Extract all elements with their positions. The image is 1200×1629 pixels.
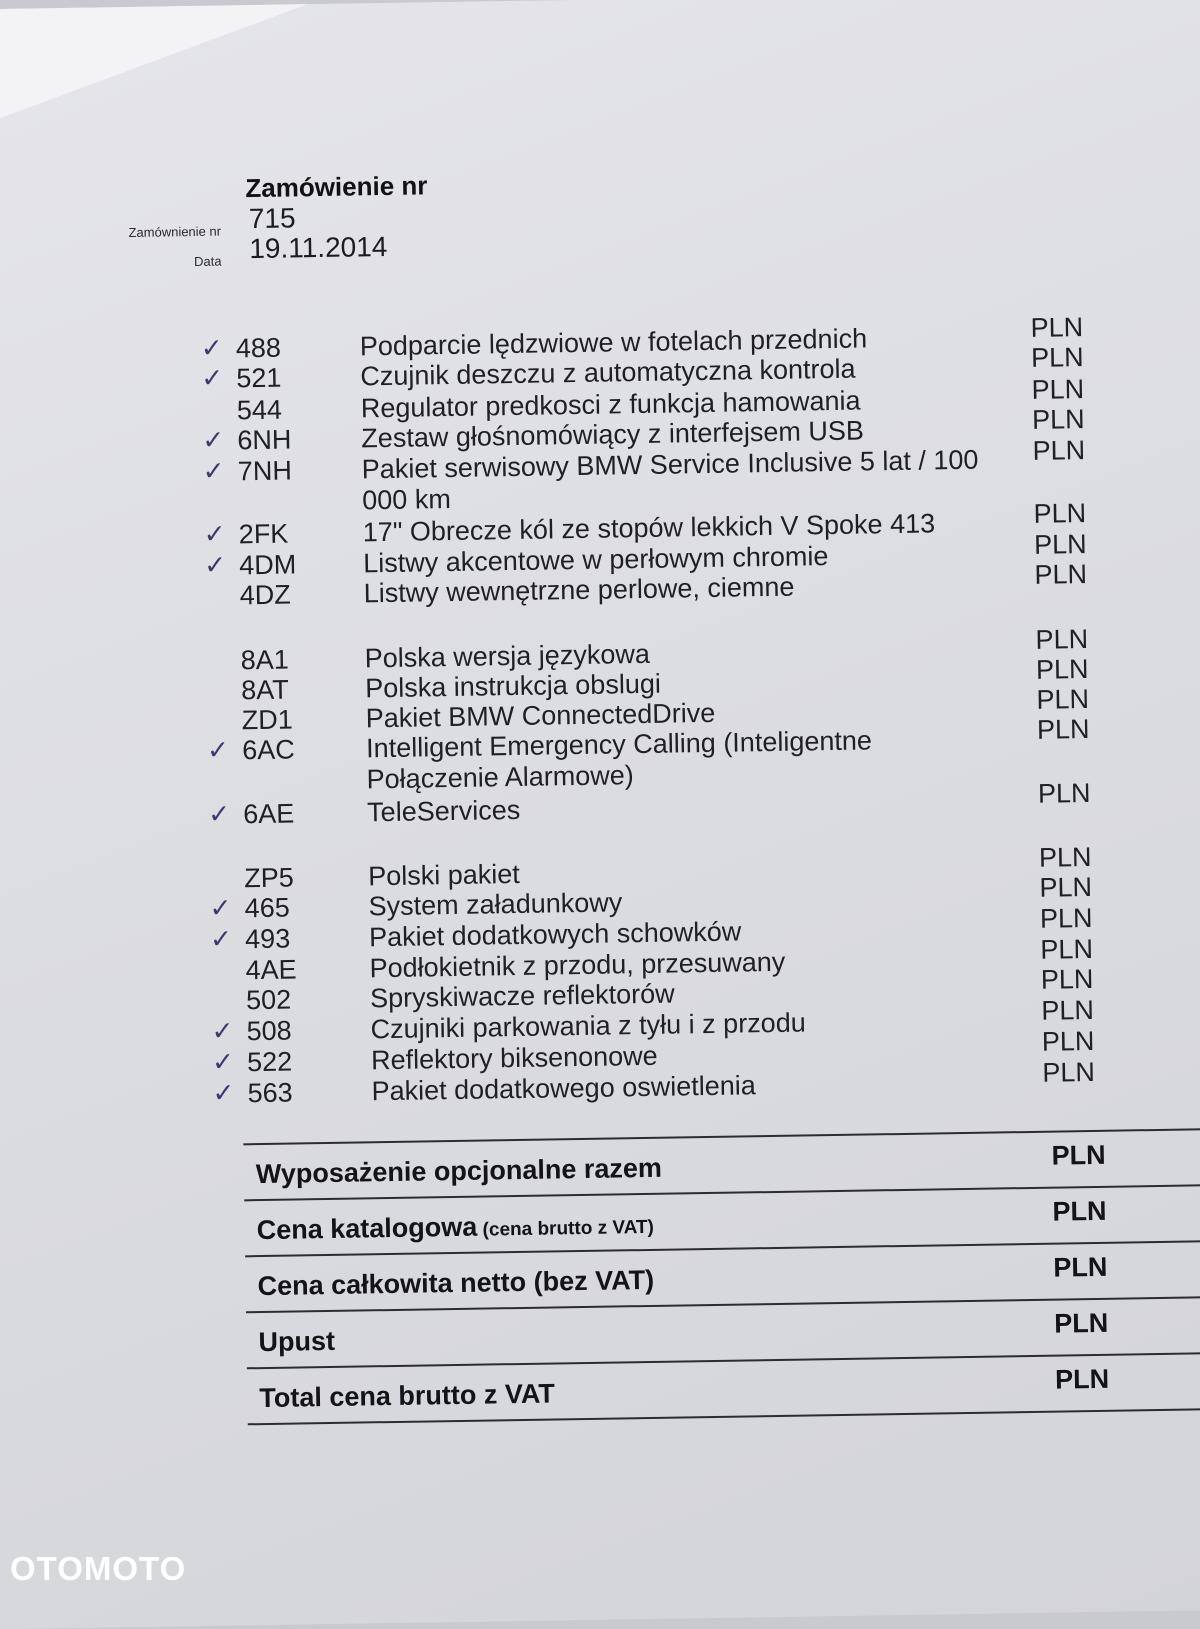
option-currency: PLN — [1031, 374, 1084, 406]
totals-currency: PLN — [1055, 1364, 1109, 1396]
option-code: 502 — [246, 985, 292, 1017]
handwritten-check-icon: ✓ — [212, 1047, 234, 1077]
option-description: Podłokietnik z przodu, przesuwany — [369, 943, 1009, 984]
totals-label — [256, 1209, 654, 1246]
option-code: 8A1 — [241, 645, 290, 677]
totals-label-text: Cena katalogowa — [256, 1212, 477, 1245]
totals-label — [259, 1378, 555, 1414]
date-label: Data — [61, 254, 221, 272]
option-code: ZP5 — [244, 863, 294, 895]
option-code: 6AC — [242, 734, 295, 766]
option-currency: PLN — [1033, 498, 1086, 530]
totals-label-text: Cena całkowita netto (bez VAT) — [257, 1265, 654, 1301]
handwritten-check-icon: ✓ — [204, 520, 226, 550]
option-description: Polska instrukcja obslugi — [365, 663, 1005, 704]
totals-currency: PLN — [1052, 1196, 1106, 1228]
option-description: Zestaw głośnomówiący z interfejsem USB — [361, 413, 1001, 454]
date-value: 19.11.2014 — [249, 231, 388, 265]
option-code: 493 — [245, 924, 291, 956]
option-currency: PLN — [1042, 1057, 1095, 1089]
option-code: 8AT — [241, 675, 289, 707]
totals-label-text: Upust — [258, 1326, 335, 1357]
option-code: 522 — [247, 1047, 293, 1079]
totals-currency: PLN — [1051, 1140, 1105, 1172]
totals-label — [256, 1153, 663, 1190]
option-code: 4AE — [245, 954, 297, 986]
totals-currency: PLN — [1053, 1252, 1107, 1284]
option-currency: PLN — [1040, 903, 1093, 935]
option-code: 563 — [247, 1078, 293, 1110]
handwritten-check-icon: ✓ — [204, 551, 226, 581]
option-description: Czujniki parkowania z tyłu i z przodu — [370, 1004, 1010, 1045]
option-currency: PLN — [1034, 529, 1087, 561]
handwritten-check-icon: ✓ — [202, 426, 224, 456]
totals-label — [257, 1265, 654, 1302]
order-number-label: Zamównienie nr — [61, 224, 221, 242]
option-description: Listwy akcentowe w perłowym chromie — [363, 538, 1003, 579]
option-description: Pakiet BMW ConnectedDrive — [365, 693, 1005, 734]
option-currency: PLN — [1032, 435, 1085, 467]
totals-label — [258, 1326, 335, 1358]
handwritten-check-icon: ✓ — [201, 334, 223, 364]
folded-paper-corner — [0, 4, 309, 129]
option-description: Pakiet serwisowy BMW Service Inclusive 5 lat / 100 000 km — [362, 444, 1003, 516]
totals-label-note: (cena brutto z VAT) — [477, 1217, 654, 1241]
handwritten-check-icon: ✓ — [211, 1016, 233, 1046]
handwritten-check-icon: ✓ — [210, 924, 232, 954]
order-number-value: 715 — [249, 202, 296, 235]
option-currency: PLN — [1032, 404, 1085, 436]
option-currency: PLN — [1038, 778, 1091, 810]
option-currency: PLN — [1036, 684, 1089, 716]
option-description: Spryskiwacze reflektorów — [370, 973, 1010, 1014]
totals-label-text: Total cena brutto z VAT — [259, 1378, 555, 1413]
option-code: 465 — [244, 893, 290, 925]
option-currency: PLN — [1041, 964, 1094, 996]
option-currency: PLN — [1040, 934, 1093, 966]
option-currency: PLN — [1042, 1026, 1095, 1058]
option-currency: PLN — [1037, 714, 1090, 746]
handwritten-check-icon: ✓ — [209, 893, 231, 923]
handwritten-check-icon: ✓ — [201, 364, 223, 394]
option-currency: PLN — [1039, 872, 1092, 904]
option-description: Pakiet dodatkowych schowków — [369, 912, 1009, 953]
option-currency: PLN — [1031, 342, 1084, 374]
option-description: Polska wersja językowa — [365, 633, 1005, 674]
otomoto-watermark-logo: OTOMOTO — [10, 1550, 186, 1588]
option-currency: PLN — [1036, 654, 1089, 686]
option-description: Podparcie lędzwiowe w fotelach przednich — [360, 321, 1000, 362]
option-description: Czujnik deszczu z automatyczna kontrola — [360, 351, 1000, 392]
option-description: Reflektory biksenonowe — [371, 1035, 1011, 1076]
option-code: 4DM — [239, 549, 296, 581]
option-currency: PLN — [1035, 624, 1088, 656]
option-code: 4DZ — [240, 580, 291, 612]
option-currency: PLN — [1030, 312, 1083, 344]
option-code: 544 — [237, 395, 283, 427]
option-code: 488 — [236, 333, 282, 365]
handwritten-check-icon: ✓ — [208, 800, 230, 830]
handwritten-check-icon: ✓ — [207, 736, 229, 766]
option-currency: PLN — [1039, 842, 1092, 874]
option-description: Listwy wewnętrzne perlowe, ciemne — [363, 568, 1003, 609]
option-description: Pakiet dodatkowego oswietlenia — [371, 1066, 1011, 1107]
option-code: 521 — [236, 363, 282, 395]
option-description: Polski pakiet — [368, 851, 1008, 892]
option-code: 508 — [246, 1016, 292, 1048]
option-description: 17" Obrecze kól ze stopów lekkich V Spoke 413 — [363, 507, 1003, 548]
option-code: ZD1 — [241, 705, 292, 737]
option-code: 2FK — [239, 519, 289, 551]
handwritten-check-icon: ✓ — [203, 457, 225, 487]
option-currency: PLN — [1041, 995, 1094, 1027]
option-description: Intelligent Emergency Calling (Inteligentne Połączenie Alarmowe) — [366, 723, 1007, 795]
totals-currency: PLN — [1054, 1308, 1108, 1340]
option-description: Regulator predkosci z funkcja hamowania — [361, 383, 1001, 424]
order-title: Zamówienie nr — [245, 170, 428, 204]
option-description: System załadunkowy — [368, 881, 1008, 922]
option-code: 6AE — [243, 798, 295, 830]
totals-label-text: Wyposażenie opcjonalne razem — [256, 1153, 663, 1189]
option-description: TeleServices — [367, 787, 1007, 828]
option-code: 7NH — [238, 455, 292, 487]
option-currency: PLN — [1034, 559, 1087, 591]
option-code: 6NH — [237, 424, 291, 456]
handwritten-check-icon: ✓ — [212, 1078, 234, 1108]
